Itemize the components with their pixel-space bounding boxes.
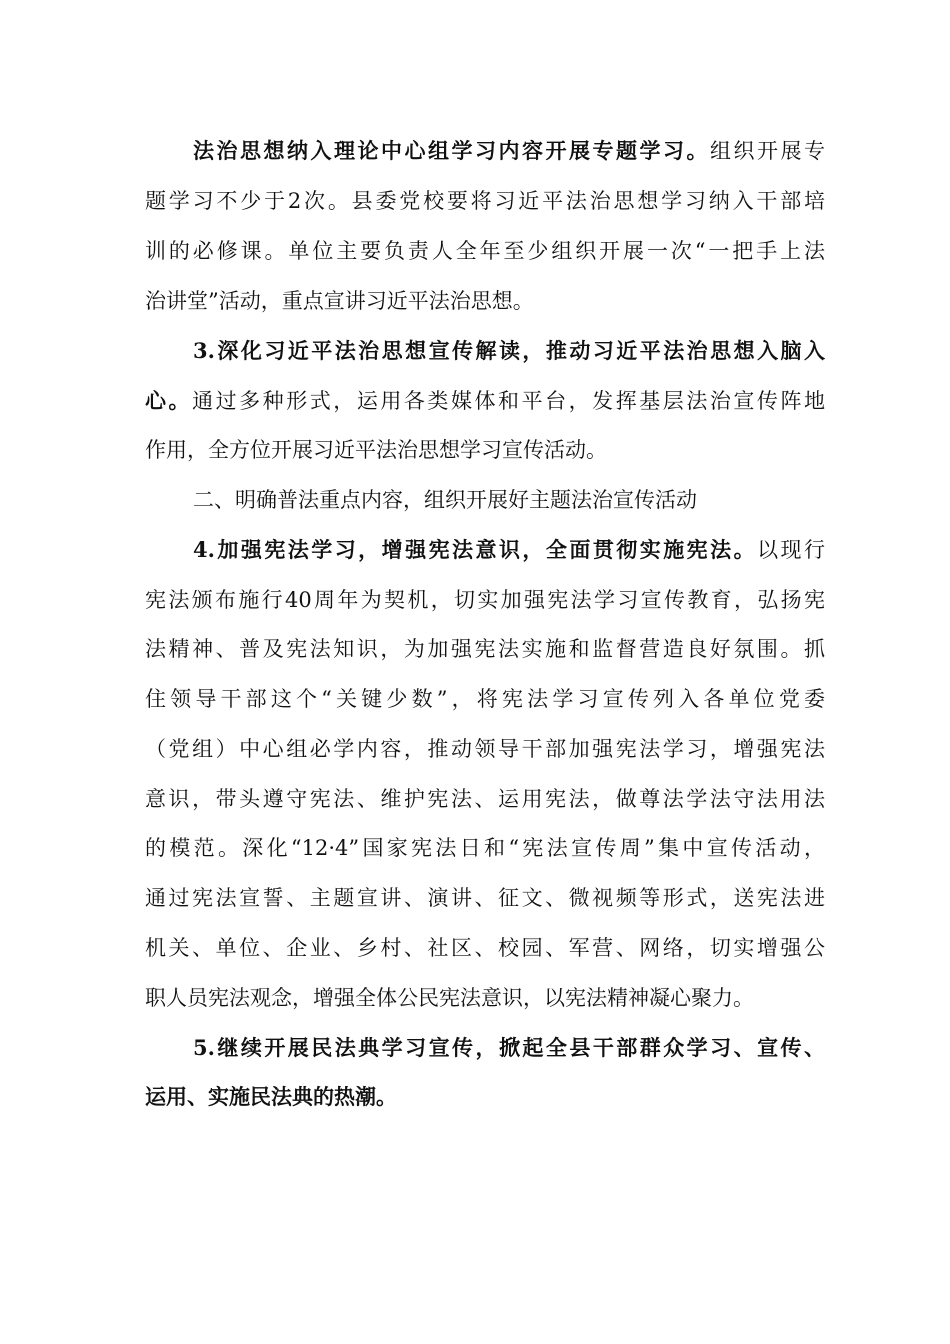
text-line-10 <box>145 580 825 620</box>
section-heading <box>193 480 825 520</box>
text-line-17 <box>145 928 825 968</box>
text-line-15 <box>145 828 825 868</box>
text-run: 职人员宪法观念，增强全体公民宪法意识，以宪法精神凝心聚力。 <box>145 986 754 1010</box>
bold-run: 4.加强宪法学习，增强宪法意识，全面贯彻实施宪法。 <box>193 537 758 562</box>
text-run: 训的必修课。单位主要负责人全年至少组织开展一次“一把手上法 <box>145 239 825 263</box>
text-run: 法精神、普及宪法知识，为加强宪法实施和监督营造良好氛围。抓 <box>145 637 825 661</box>
text-line-2 <box>145 181 825 221</box>
text-line-14 <box>145 779 825 819</box>
text-run: 题学习不少于2次。县委党校要将习近平法治思想学习纳入干部培 <box>145 189 825 213</box>
text-run: 治讲堂”活动，重点宣讲习近平法治思想。 <box>145 289 534 313</box>
bold-run: 5.继续开展民法典学习宣传，掀起全县干部群众学习、宣传、 <box>193 1035 825 1060</box>
text-run: 通过宪法宣誓、主题宣讲、演讲、征文、微视频等形式，送宪法进 <box>145 886 825 910</box>
text-line-12 <box>145 679 825 719</box>
text-line-7 <box>145 430 825 470</box>
text-run: 宪法颁布施行40周年为契机，切实加强宪法学习宣传教育，弘扬宪 <box>145 588 825 612</box>
text-run: 作用，全方位开展习近平法治思想学习宣传活动。 <box>145 438 607 462</box>
text-line-4 <box>145 281 825 321</box>
text-line-19 <box>193 1028 825 1068</box>
text-run: 意识，带头遵守宪法、维护宪法、运用宪法，做尊法学法守法用法 <box>145 787 825 811</box>
text-run: 住领导干部这个“关键少数”，将宪法学习宣传列入各单位党委 <box>145 687 825 711</box>
text-line-18 <box>145 978 825 1018</box>
bold-run: 法治思想纳入理论中心组学习内容开展专题学习。 <box>193 138 710 163</box>
text-run: 组织开展专 <box>710 139 825 163</box>
text-line-11 <box>145 629 825 669</box>
bold-run: 3.深化习近平法治思想宣传解读，推动习近平法治思想入脑入 <box>193 338 825 363</box>
text-line-16 <box>145 878 825 918</box>
bold-run: 心。 <box>145 388 193 413</box>
text-run: （党组）中心组必学内容，推动领导干部加强宪法学习，增强宪法 <box>145 737 825 761</box>
text-run: 以现行 <box>757 538 826 562</box>
text-run: 通过多种形式，运用各类媒体和平台，发挥基层法治宣传阵地 <box>192 389 826 413</box>
text-line-13 <box>145 729 825 769</box>
text-run: 二、明确普法重点内容，组织开展好主题法治宣传活动 <box>193 488 697 512</box>
text-line-6 <box>145 381 825 421</box>
text-line-20 <box>145 1077 825 1117</box>
text-line-9 <box>193 530 825 570</box>
text-run: 的模范。深化“12·4”国家宪法日和“宪法宣传周”集中宣传活动， <box>145 836 825 860</box>
text-line-5 <box>193 331 825 371</box>
text-line-3 <box>145 231 825 271</box>
bold-run: 运用、实施民法典的热潮。 <box>145 1084 397 1109</box>
text-line-1 <box>193 131 825 171</box>
text-run: 机关、单位、企业、乡村、社区、校园、军营、网络，切实增强公 <box>145 936 825 960</box>
